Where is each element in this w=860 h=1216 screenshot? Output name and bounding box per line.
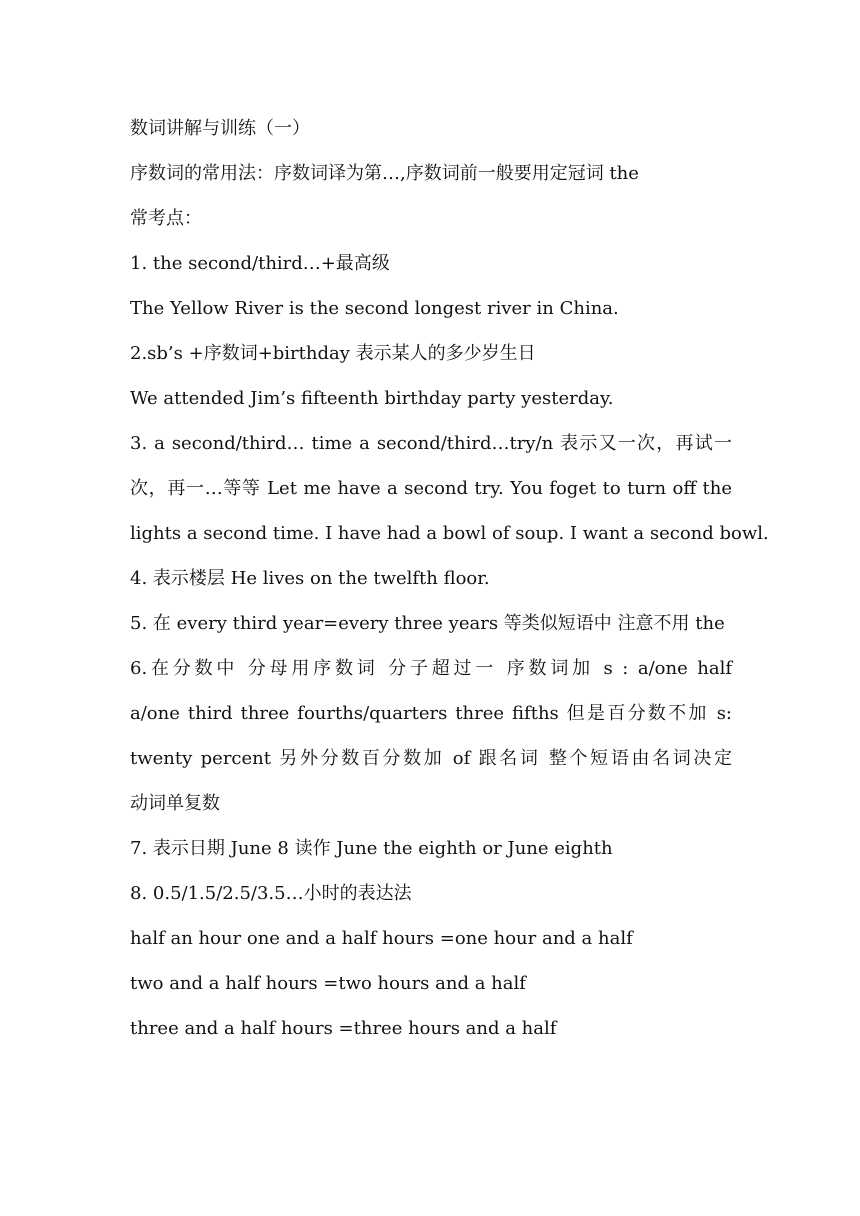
text-line: lights a second time. I have had a bowl of soup. I want a second bowl. (130, 523, 769, 544)
document-title: 数词讲解与训练（一） (130, 118, 310, 139)
text-line: three and a half hours =three hours and a half (130, 1018, 557, 1039)
text-line: 6.在分数中 分母用序数词 分子超过一 序数词加 s : a/one half (130, 658, 732, 679)
text-line: We attended Jim’s fifteenth birthday party yesterday. (130, 388, 614, 409)
text-line: 次，再一…等等 Let me have a second try. You foget to turn off the (130, 478, 732, 499)
text-line: 常考点： (130, 208, 202, 229)
text-line: 5. 在 every third year=every three years 等类似短语中 注意不用 the (130, 613, 725, 634)
text-line: 序数词的常用法：序数词译为第…,序数词前一般要用定冠词 the (130, 163, 639, 184)
text-line: 4. 表示楼层 He lives on the twelfth floor. (130, 568, 490, 589)
text-line: The Yellow River is the second longest river in China. (130, 298, 619, 319)
text-line: 1. the second/third…+最高级 (130, 253, 390, 274)
text-line: a/one third three fourths/quarters three fifths 但是百分数不加 s: (130, 703, 732, 724)
text-line: 2.sb’s +序数词+birthday 表示某人的多少岁生日 (130, 343, 536, 364)
text-line: twenty percent 另外分数百分数加 of 跟名词 整个短语由名词决定 (130, 748, 732, 769)
text-line: half an hour one and a half hours =one hour and a half (130, 928, 633, 949)
text-line: 动词单复数 (130, 793, 220, 814)
text-line: 7. 表示日期 June 8 读作 June the eighth or June eighth (130, 838, 613, 859)
text-line: two and a half hours =two hours and a half (130, 973, 526, 994)
text-line: 8. 0.5/1.5/2.5/3.5…小时的表达法 (130, 883, 412, 904)
text-line: 3. a second/third… time a second/third…try/n 表示又一次，再试一 (130, 433, 732, 454)
